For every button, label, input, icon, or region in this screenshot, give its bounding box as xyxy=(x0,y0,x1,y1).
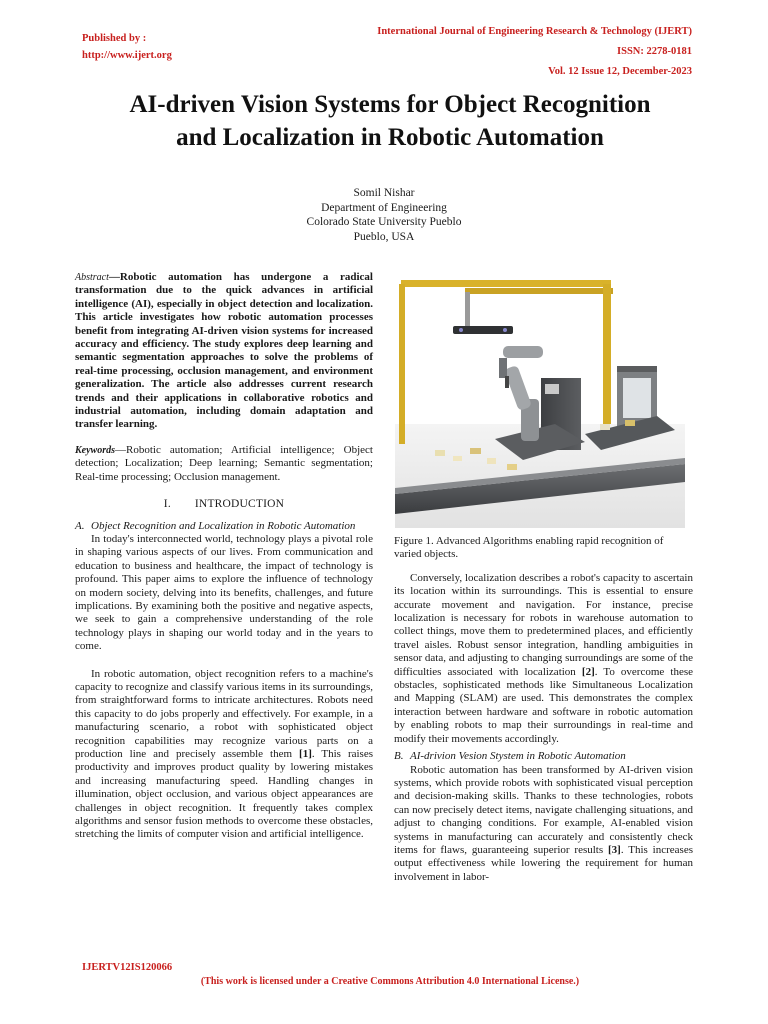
subsection-b-label: B. xyxy=(394,750,404,763)
author-block xyxy=(234,186,534,244)
paragraph-text: . This increases output effectiveness while lowering the requirement for human involvement in labor- xyxy=(394,843,693,883)
paragraph-text: In robotic automation, object recognition refers to a machine's capacity to recognize and classify various items in its surroundings, from straightforward forms to intricate architectures. Robots need this capacity to do jobs properly and effectively. For example, in a manufacturing scenario, a robot with sophisticated object recognition capabilities may recognize various parts on a production line and precisely assemble them xyxy=(75,667,373,760)
subsection-a-label: A. xyxy=(75,519,85,532)
abstract-text: —Robotic automation has undergone a radical transformation due to the quick advances in artificial intelligence (AI), especially in object detection and localization. This article investigates how robotic automation processes benefit from integrating AI-driven vision systems for increased accuracy and efficiency. The study explores deep learning and semantic segmentation approaches to solve the problems of real-time processing, occlusion management, and environment generalization. The article also addresses current research trends and their applications in collaborative robotics and industrial automation, including domain adaptation and transfer learning. xyxy=(75,271,373,431)
paragraph-intro-2 xyxy=(75,668,373,842)
section-number: I. xyxy=(163,498,171,511)
keywords xyxy=(75,444,373,484)
paragraph-text: . To overcome these obstacles, sophisticated methods like Simultaneous Localization and Mapping (SLAM) are used. This demonstrates the complex interaction between hardware and software in robotic automation by enabling robots to map their surroundings in real-time and modify their movements accordingly. xyxy=(394,665,693,745)
paragraph-text: . This raises productivity and improves product quality by lowering mistakes and increasing manufacturing speed. Handling changes in illumination, object occlusion, and various object appearances are challenges in object recognition. It frequently takes complex algorithms and sensor fusion methods to overcome these obstacles, stretching the limits of computer vision and artificial intelligence. xyxy=(75,748,374,841)
title-line-2: and Localization in Robotic Automation xyxy=(176,124,604,151)
paragraph-localization xyxy=(394,572,693,746)
issn-text: ISSN: 2278-0181 xyxy=(617,46,692,57)
author-university: Colorado State University Pueblo xyxy=(306,216,462,228)
right-column xyxy=(394,535,693,884)
paragraph-ai-vision xyxy=(394,764,693,885)
title-line-1: AI-driven Vision Systems for Object Recognition xyxy=(129,91,651,118)
published-by-label: Published by : xyxy=(82,33,147,44)
subsection-b-heading xyxy=(394,750,693,763)
volume-text: Vol. 12 Issue 12, December-2023 xyxy=(548,66,692,77)
author-name: Somil Nishar xyxy=(353,187,415,199)
license-notice[interactable]: (This work is licensed under a Creative Commons Attribution 4.0 International License.) xyxy=(200,976,580,987)
paragraph-intro-1: In today's interconnected world, technology plays a pivotal role in shaping various aspects of our lives. From communication and education to business and healthcare, the impact of technology is profound. This paper aims to explore the influence of technology on modern society, delving into its benefits, challenges, and future implications. By examining both the positive and negative aspects, we seek to gain a comprehensive understanding of the role technology plays in shaping our world today and in the years to come. xyxy=(75,532,373,653)
figure-1-caption: Figure 1. Advanced Algorithms enabling rapid recognition of varied objects. xyxy=(394,535,664,561)
paragraph-text: Conversely, localization describes a robot's capacity to ascertain its location within its surroundings. This is essential to ensure accurate movement and navigation. For instance, precise localization is necessary for robots in warehouse automation to collect things, move them to predetermined places, and efficiently travel aisles. Robust sensor integration, handling ambiguities in sensor data, and adjusting to changing surroundings are some of the difficulties associated with localization xyxy=(394,571,693,678)
subsection-b-title: AI-drivion Vesion Stystem in Robotic Automation xyxy=(410,750,626,763)
journal-name: International Journal of Engineering Research & Technology (IJERT) xyxy=(377,26,692,37)
publisher-block xyxy=(82,30,172,64)
paragraph-text: Robotic automation has been transformed by AI-driven vision systems, which provide robots with sophisticated visual perception and decision-making skills. Thanks to these technologies, robots can now precisely detect items, navigate challenging situations, and adjust to changing conditions. For example, AI-enabled vision systems in manufacturing can accurately and consistently check items for flaws, guaranteeing superior results xyxy=(394,763,693,856)
paper-id: IJERTV12IS120066 xyxy=(82,962,173,973)
subsection-a-title: Object Recognition and Localization in Robotic Automation xyxy=(91,519,356,532)
journal-info-block xyxy=(377,22,692,82)
journal-url-link[interactable]: http://www.ijert.org xyxy=(82,50,172,61)
author-location: Pueblo, USA xyxy=(353,230,415,243)
section-heading-introduction xyxy=(75,498,373,511)
author-department: Department of Engineering xyxy=(321,201,447,214)
keywords-label: Keywords xyxy=(75,444,115,456)
abstract-label: Abstract xyxy=(75,272,109,283)
citation-3[interactable]: [3] xyxy=(608,843,621,856)
section-title: INTRODUCTION xyxy=(194,498,285,511)
abstract xyxy=(75,271,373,432)
keywords-text: —Robotic automation; Artificial intelligence; Object detection; Localization; Deep learning; Semantic segmentation; Real-time processing; Occlusion management. xyxy=(75,443,373,483)
left-column xyxy=(75,271,373,842)
subsection-a-heading xyxy=(75,520,373,533)
citation-1[interactable]: [1] xyxy=(299,748,312,760)
citation-2[interactable]: [2] xyxy=(581,665,595,678)
figure-1-image xyxy=(395,274,685,528)
paper-title xyxy=(40,88,740,154)
robotic-cell-illustration xyxy=(395,274,685,528)
